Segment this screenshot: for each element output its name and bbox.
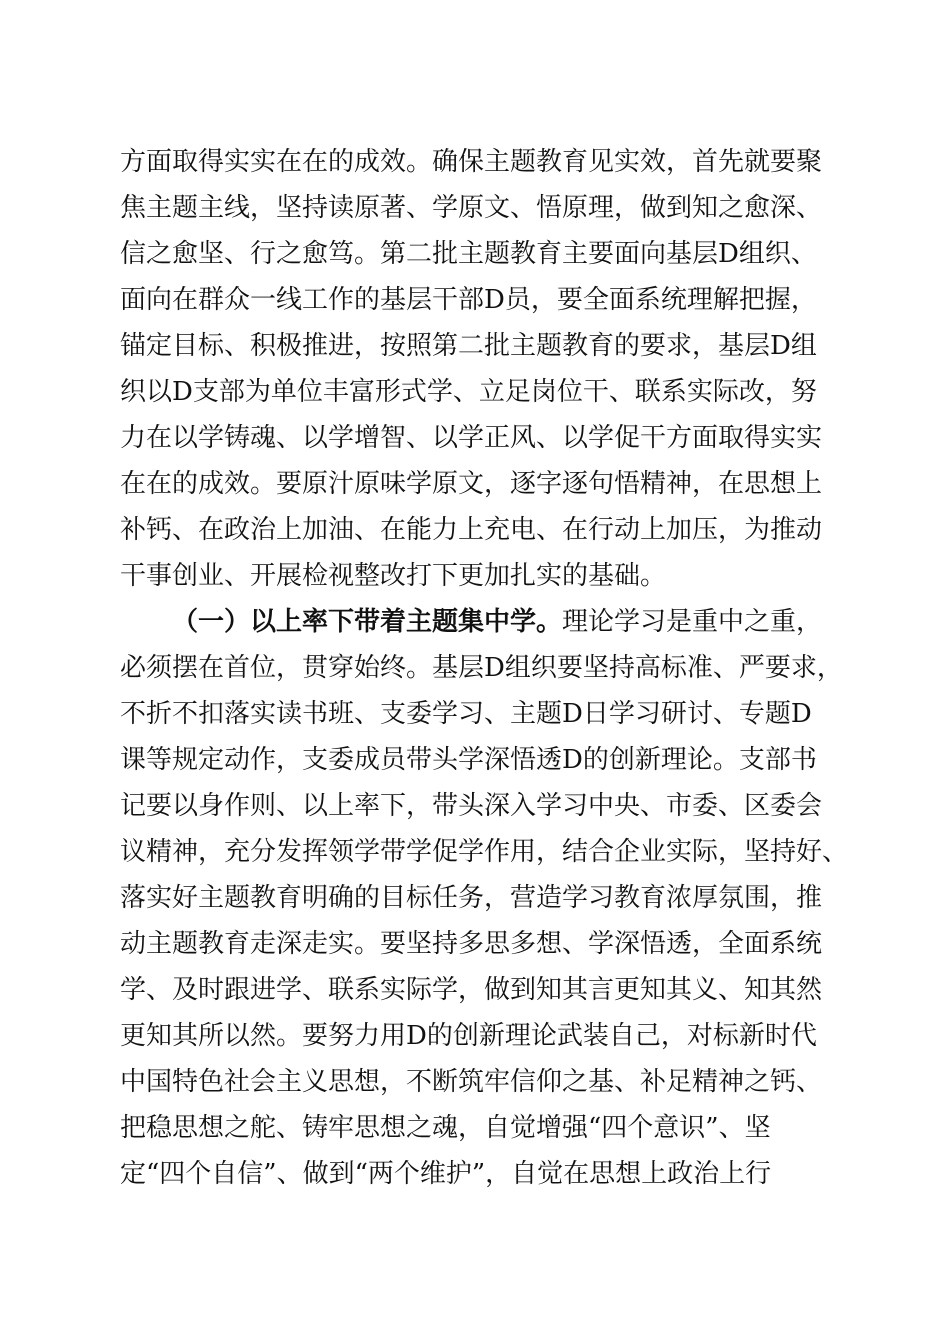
section-first-line	[120, 599, 840, 645]
text-line: 记要以身作则、以上率下，带头深入学习中央、市委、区委会	[120, 791, 823, 821]
text-line: 锚定目标、积极推进，按照第二批主题教育的要求，基层D组	[120, 331, 817, 361]
text-line: 干事创业、开展检视整改打下更加扎实的基础。	[120, 561, 667, 591]
text-line: 在在的成效。要原汁原味学原文，逐字逐句悟精神，在思想上	[120, 469, 823, 499]
text-line: 织以D支部为单位丰富形式学、立足岗位干、联系实际改，努	[120, 377, 817, 407]
text-line: 面向在群众一线工作的基层干部D员，要全面系统理解把握，	[120, 285, 817, 315]
text-line: 学、及时跟进学、联系实际学，做到知其言更知其义、知其然	[120, 975, 823, 1005]
text-line: 定“四个自信”、做到“两个维护”，自觉在思想上政治上行	[120, 1159, 772, 1189]
text-line: 把稳思想之舵、铸牢思想之魂，自觉增强“四个意识”、坚	[120, 1113, 771, 1143]
text-line: 力在以学铸魂、以学增智、以学正风、以学促干方面取得实实	[120, 423, 823, 453]
paragraph-1	[120, 139, 840, 599]
text-line: 方面取得实实在在的成效。确保主题教育见实效，首先就要聚	[120, 147, 823, 177]
document-body	[120, 139, 849, 1197]
text-line: 更知其所以然。要努力用D的创新理论武装自己，对标新时代	[120, 1021, 817, 1051]
section-first-line-text: 理论学习是重中之重，	[562, 607, 823, 637]
text-line: 课等规定动作，支委成员带头学深悟透D的创新理论。支部书	[120, 745, 817, 775]
section-1	[120, 599, 849, 1197]
text-line: 必须摆在首位，贯穿始终。基层D组织要坚持高标准、严要求，	[120, 653, 843, 683]
text-line: 动主题教育走深走实。要坚持多思多想、学深悟透，全面系统	[120, 929, 823, 959]
text-line: 信之愈坚、行之愈笃。第二批主题教育主要面向基层D组织、	[120, 239, 817, 269]
text-line: 中国特色社会主义思想，不断筑牢信仰之基、补足精神之钙、	[120, 1067, 823, 1097]
section-heading: （一）以上率下带着主题集中学。	[172, 607, 563, 637]
text-line: 落实好主题教育明确的目标任务，营造学习教育浓厚氛围，推	[120, 883, 823, 913]
text-line: 议精神，充分发挥领学带学促学作用，结合企业实际，坚持好、	[120, 837, 849, 867]
text-line: 不折不扣落实读书班、支委学习、主题D日学习研讨、专题D	[120, 699, 812, 729]
text-line: 补钙、在政治上加油、在能力上充电、在行动上加压，为推动	[120, 515, 823, 545]
text-line: 焦主题主线，坚持读原著、学原文、悟原理，做到知之愈深、	[120, 193, 823, 223]
